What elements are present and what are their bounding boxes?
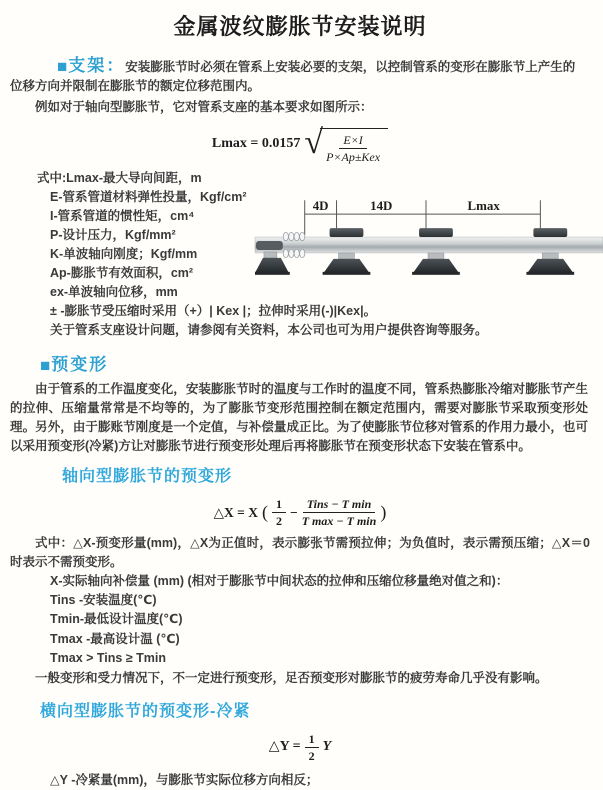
square-root-expression	[304, 125, 388, 165]
dimension-label-lmax: Lmax	[467, 197, 500, 213]
formula-rhs: Y	[322, 739, 332, 755]
fraction-denominator: 2	[308, 748, 315, 763]
support-intro-paragraph	[10, 56, 586, 96]
fraction-numerator: 1	[272, 497, 286, 513]
preform-section-header	[40, 353, 600, 378]
pipe-support-diagram	[255, 195, 603, 302]
axial-preform-formula	[0, 497, 600, 529]
pipe	[255, 237, 603, 253]
blue-square-icon: ■	[40, 355, 51, 375]
formula-lhs: Lmax = 0.0157	[211, 136, 301, 152]
preform-body-text: 由于管系的工作温度变化，安装膨胀节时的温度与工作时的温度不同，管系热膨胀冷缩对膨胀节产生的拉伸、压缩量常常是不均等的，为了膨胀节变形范围控制在额定范围内，需要对膨胀节采取预变形处理。另外，由于膨账节刚度是一个定值，与补偿量成正比。为了使膨胀节位移对管系的作用力最小，也可以采用预变形(冷紧)方让对膨胀节进行预变形处理后再将膨胀节在预变形状态下安装在管系中。	[10, 381, 588, 453]
page-title: 金属波纹膨胀节安装说明	[173, 14, 427, 39]
definition-line: Ap-膨胀节有效面积，cm²	[50, 265, 194, 280]
lateral-preform-header	[40, 700, 600, 724]
definition-line: K-单波轴向刚度；Kgf/mm	[50, 246, 198, 261]
dimension-label-14d: 14D	[370, 197, 393, 213]
fraction-denominator: 2	[276, 514, 282, 529]
radicand	[320, 128, 388, 165]
definition-line: E-管系管道材料弹性投量，Kgf/cm²	[50, 189, 247, 204]
temperature-definition-line: Tins -安装温度(℃)	[50, 592, 157, 607]
fraction-numerator: 1	[305, 732, 319, 748]
one-half-fraction	[272, 497, 286, 529]
blue-square-icon: ■	[57, 57, 68, 76]
preform-note-text: 一般变形和受力情况下，不一定进行预变形，足否预变形对膨胀节的疲劳寿命几乎没有影响。	[35, 670, 548, 685]
right-paren: )	[380, 501, 387, 522]
definition-line: 式中:Lmax-最大导向间距，m	[37, 170, 202, 185]
temperature-definition-line: Tmax -最高设计温 (℃)	[50, 631, 180, 646]
formula-lhs: △Y =	[268, 739, 301, 755]
preform-section-heading: 预变形	[51, 354, 109, 374]
radical-sign-icon: √	[304, 124, 324, 161]
dimension-label-4d: 4D	[312, 197, 329, 213]
axial-formula-explanation: 式中：△X-预变形量(mm)，△X为正值时，表示膨张节需预拉伸；为负值时，表示需预压缩；△X＝0时表示不需预变形。	[10, 535, 590, 569]
definition-line: I-管系管道的惯性矩，cm⁴	[50, 208, 195, 223]
formula-numerator: E×I	[339, 133, 366, 149]
fraction-numerator: Tins − T min	[303, 497, 376, 513]
pipe-support-diagram-svg	[255, 195, 603, 295]
definitions-and-diagram-row	[10, 169, 600, 302]
pm-note-text: ± -膨胀节受压缩时采用（+）| Kex |；拉伸时采用(-)|Kex|。	[50, 303, 377, 318]
formula-fraction	[326, 133, 380, 165]
one-half-fraction	[305, 732, 319, 764]
formula-definitions-list	[10, 169, 255, 302]
temperature-definition-line: Tmax > Tins ≥ Tmin	[50, 651, 167, 666]
temperature-definition-line: Tmin-最低设计温度(℃)	[50, 612, 183, 627]
axial-preform-header	[62, 465, 600, 489]
definition-line: P-设计压力，Kgf/mm²	[50, 227, 176, 242]
formula-denominator: P×Ap±Kex	[326, 150, 381, 165]
consult-note-text: 关于管系支座设计问题，请参阅有关资料，本公司也可为用户提供咨询等服务。	[50, 322, 488, 337]
formula-lhs: △X = X	[213, 504, 258, 520]
lateral-preform-heading: 横向型膨胀节的预变形-冷紧	[40, 702, 251, 720]
definition-line: ex-单波轴向位移，mm	[50, 284, 178, 299]
x-definition-text: X-实际轴向补偿量 (mm) (相对于膨胀节中间状态的拉伸和压缩位移量绝对值之和)：	[50, 573, 509, 588]
support-example-text: 例如对于轴向型膨胀节，它对管系支座的基本要求如图所示：	[35, 100, 373, 114]
minus-operator: −	[290, 504, 298, 520]
fraction-denominator: T max − T min	[301, 514, 377, 529]
support-section-heading: 支架：	[68, 56, 126, 75]
support-intro-text: 安装膨胀节时必须在管系上安装必要的支架，以控制管系的变形在膨胀节上产生的位移方向并限制在膨胀节的额定位移范围内。	[10, 60, 576, 93]
guide-spacing-formula	[0, 125, 600, 165]
axial-preform-heading: 轴向型膨胀节的预变形	[62, 467, 233, 485]
cold-tightening-note-text: △Y -冷紧量(mm)，与膨胀节实际位移方向相反；	[50, 773, 319, 788]
temperature-fraction	[302, 497, 377, 529]
left-paren: (	[262, 501, 268, 522]
lateral-preform-formula	[0, 732, 600, 764]
